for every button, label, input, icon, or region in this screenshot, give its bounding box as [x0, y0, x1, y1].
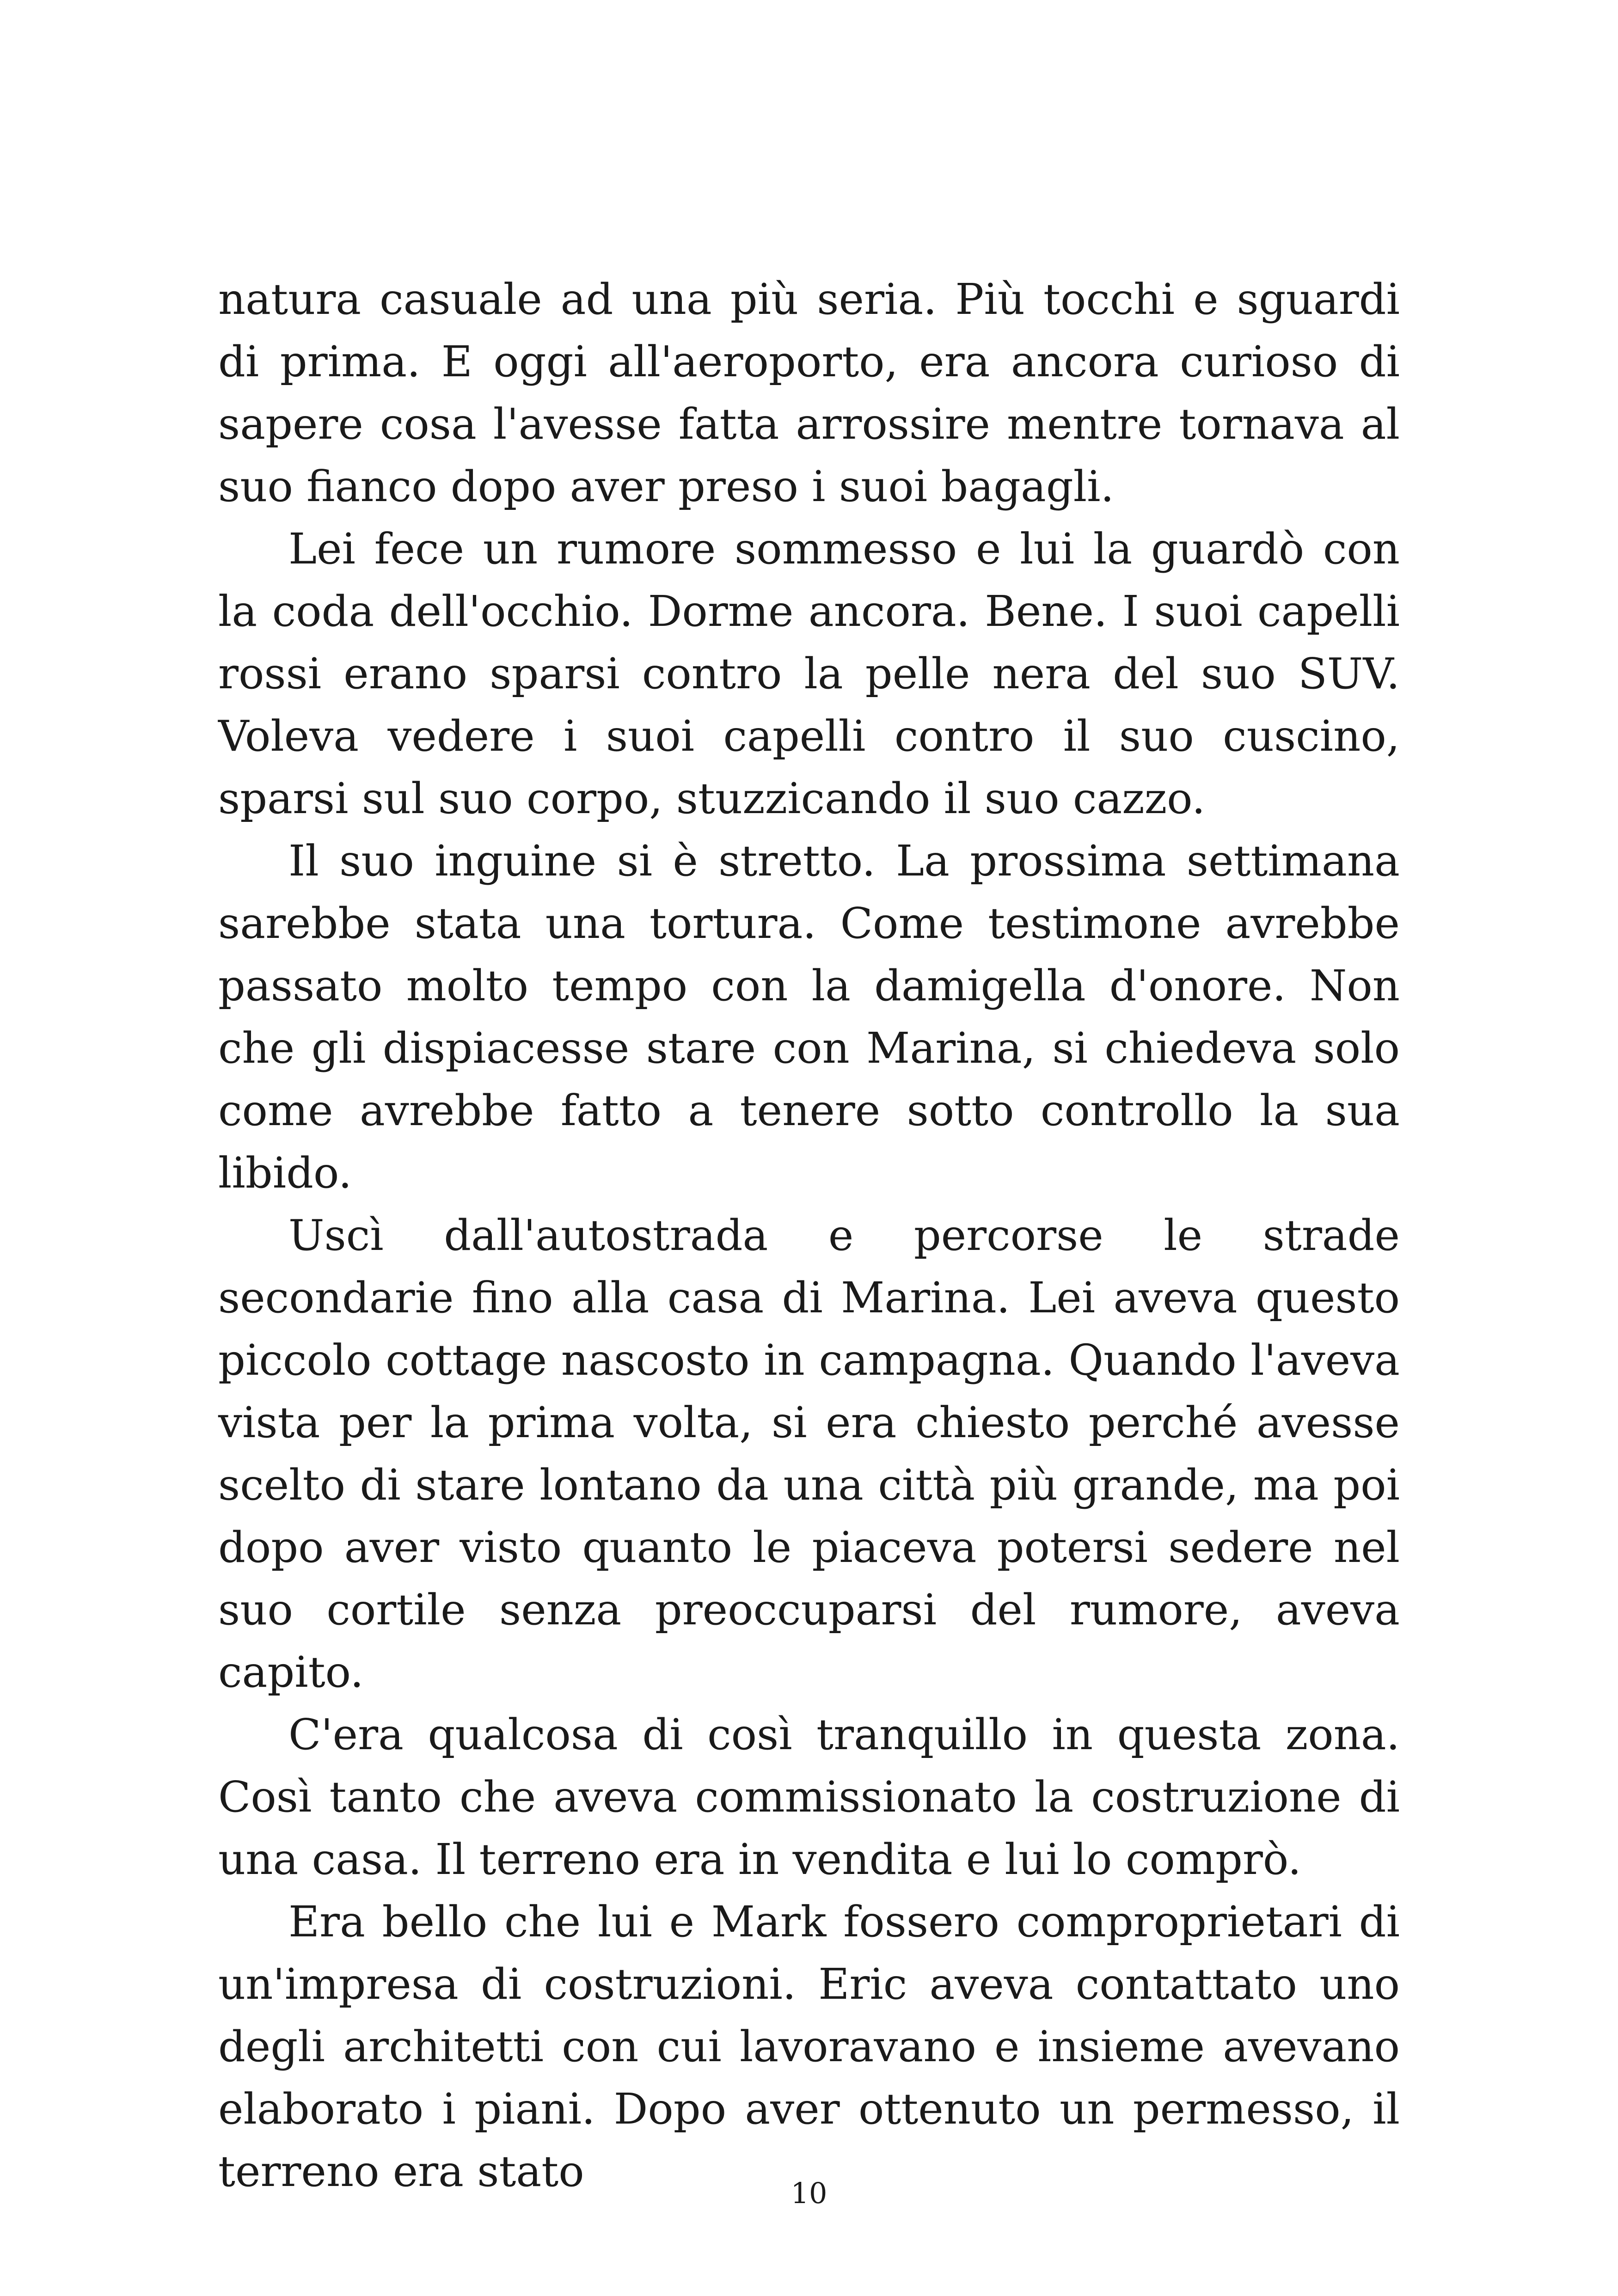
paragraph-4: Uscì dall'autostrada e percorse le strade secondarie fino alla casa di Marina. Lei aveva questo piccolo cottage nascosto in campagna. Quando l'aveva vista per la prima volta, si era chiesto perché avesse scelto di stare lontano da una città più grande, ma poi dopo aver visto quanto le piaceva potersi sedere nel suo cortile senza preoccuparsi del rumore, aveva capito.: [218, 1211, 1400, 1697]
paragraph-1: natura casuale ad una più seria. Più tocchi e sguardi di prima. E oggi all'aeroporto, era ancora curioso di sapere cosa l'avesse fatta arrossire mentre tornava al suo fianco dopo aver preso i suoi bagagli.: [218, 275, 1400, 511]
body-text: [218, 268, 1400, 2203]
paragraph-6: Era bello che lui e Mark fossero comproprietari di un'impresa di costruzioni. Eric aveva contattato uno degli architetti con cui lavoravano e insieme avevano elaborato i piani. Dopo aver ottenuto un permesso, il terreno era stato: [218, 1897, 1400, 2196]
paragraph-3: Il suo inguine si è stretto. La prossima settimana sarebbe stata una tortura. Come testimone avrebbe passato molto tempo con la damigella d'onore. Non che gli dispiacesse stare con Marina, si chiedeva solo come avrebbe fatto a tenere sotto controllo la sua libido.: [218, 836, 1400, 1198]
paragraph-5: C'era qualcosa di così tranquillo in questa zona. Così tanto che aveva commissionato la costruzione di una casa. Il terreno era in vendita e lui lo comprò.: [218, 1710, 1400, 1884]
paragraph-2: Lei fece un rumore sommesso e lui la guardò con la coda dell'occhio. Dorme ancora. Bene. I suoi capelli rossi erano sparsi contro la pelle nera del suo SUV. Voleva vedere i suoi capelli contro il suo cuscino, sparsi sul suo corpo, stuzzicando il suo cazzo.: [218, 524, 1400, 823]
page-number: 10: [791, 2176, 827, 2210]
